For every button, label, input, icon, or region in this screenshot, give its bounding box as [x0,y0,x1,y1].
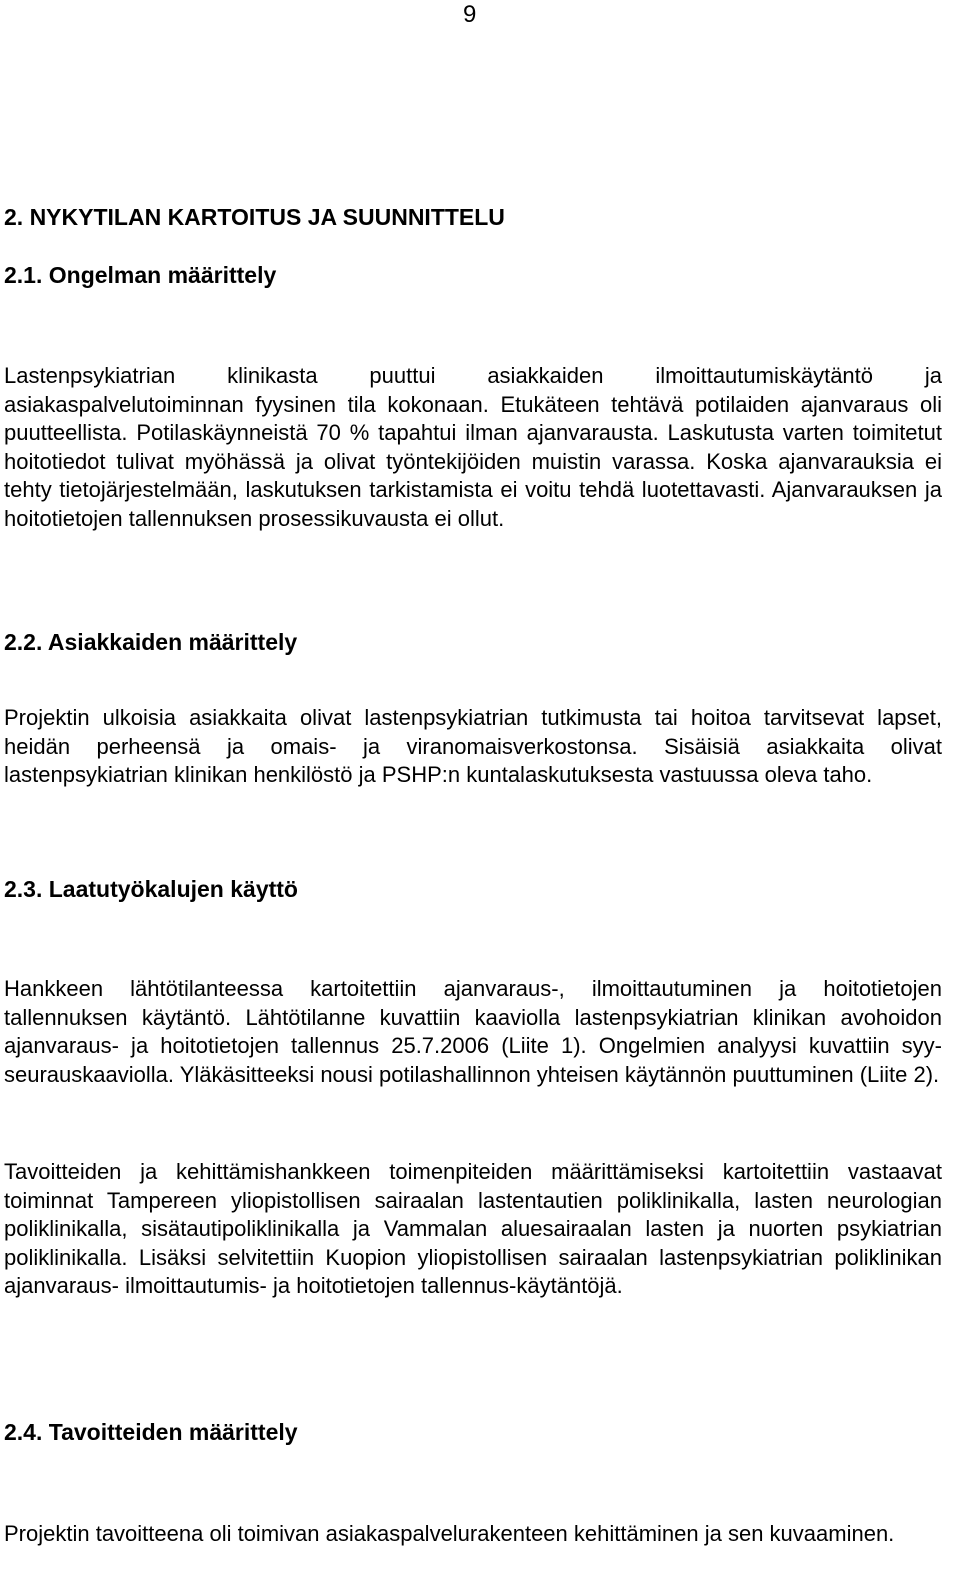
section-2-4-paragraph [4,1520,942,1549]
paragraph-text: Tavoitteiden ja kehittämishankkeen toimenpiteiden määrittämiseksi kartoitettiin vastaavat toiminnat Tampereen yliopistollisen sairaalan lastentautien poliklinikalla, lasten neurologian poliklinikalla, sisätautipoliklinikalla ja Vammalan aluesairaalan lasten ja nuorten psykiatrian poliklinikalla. Lisäksi selvitettiin Kuopion yliopistollisen sairaalan lastenpsykiatrian poliklinikan ajanvaraus- ilmoittautumis- ja hoitotietojen tallennus-käytäntöjä. [4,1159,942,1298]
paragraph-text: Projektin tavoitteena oli toimivan asiakaspalvelurakenteen kehittäminen ja sen kuvaaminen. [4,1521,895,1546]
section-2-1-paragraph [4,362,942,533]
section-2-2-paragraph [4,704,942,790]
section-2-3-paragraph-1 [4,975,942,1089]
paragraph-text: Projektin ulkoisia asiakkaita olivat lastenpsykiatrian tutkimusta tai hoitoa tarvitsevat lapset, heidän perheensä ja omais- ja viranomaisverkostonsa. Sisäisiä asiakkaita olivat lastenpsykiatrian klinikan henkilöstö ja PSHP:n kuntalaskutuksesta vastuussa oleva taho. [4,705,942,787]
paragraph-text: Lastenpsykiatrian klinikasta puuttui asiakkaiden ilmoittautumiskäytäntö ja asiakaspalvelutoiminnan fyysinen tila kokonaan. Etukäteen tehtävä potilaiden ajanvaraus oli puutteellista. Potilaskäynneistä 70 % tapahtui ilman ajanvarausta. Laskutusta varten toimitetut hoitotiedot tulivat myöhässä ja olivat työntekijöiden muistin varassa. Koska ajanvarauksia ei tehty tietojärjestelmään, laskutuksen tarkistamista ei voitu tehdä luotettavasti. Ajanvarauksen ja hoitotietojen tallennuksen prosessikuvausta ei ollut. [4,363,942,531]
section-heading-2-4: 2.4. Tavoitteiden määrittely [4,1419,298,1445]
section-heading-2-2: 2.2. Asiakkaiden määrittely [4,629,298,655]
page-number: 9 [463,1,477,28]
chapter-heading: 2. NYKYTILAN KARTOITUS JA SUUNNITTELU [4,204,505,230]
section-heading-2-1: 2.1. Ongelman määrittely [4,262,277,288]
section-heading-2-3: 2.3. Laatutyökalujen käyttö [4,876,298,902]
paragraph-text: Hankkeen lähtötilanteessa kartoitettiin ajanvaraus-, ilmoittautuminen ja hoitotietojen tallennuksen käytäntö. Lähtötilanne kuvattiin kaaviolla lastenpsykiatrian klinikan avohoidon ajanvaraus- ja hoitotietojen tallennus 25.7.2006 (Liite 1). Ongelmien analyysi kuvattiin syy-seurauskaaviolla. Yläkäsitteeksi nousi potilashallinnon yhteisen käytännön puuttuminen (Liite 2). [4,976,942,1087]
section-2-3-paragraph-2 [4,1158,942,1301]
